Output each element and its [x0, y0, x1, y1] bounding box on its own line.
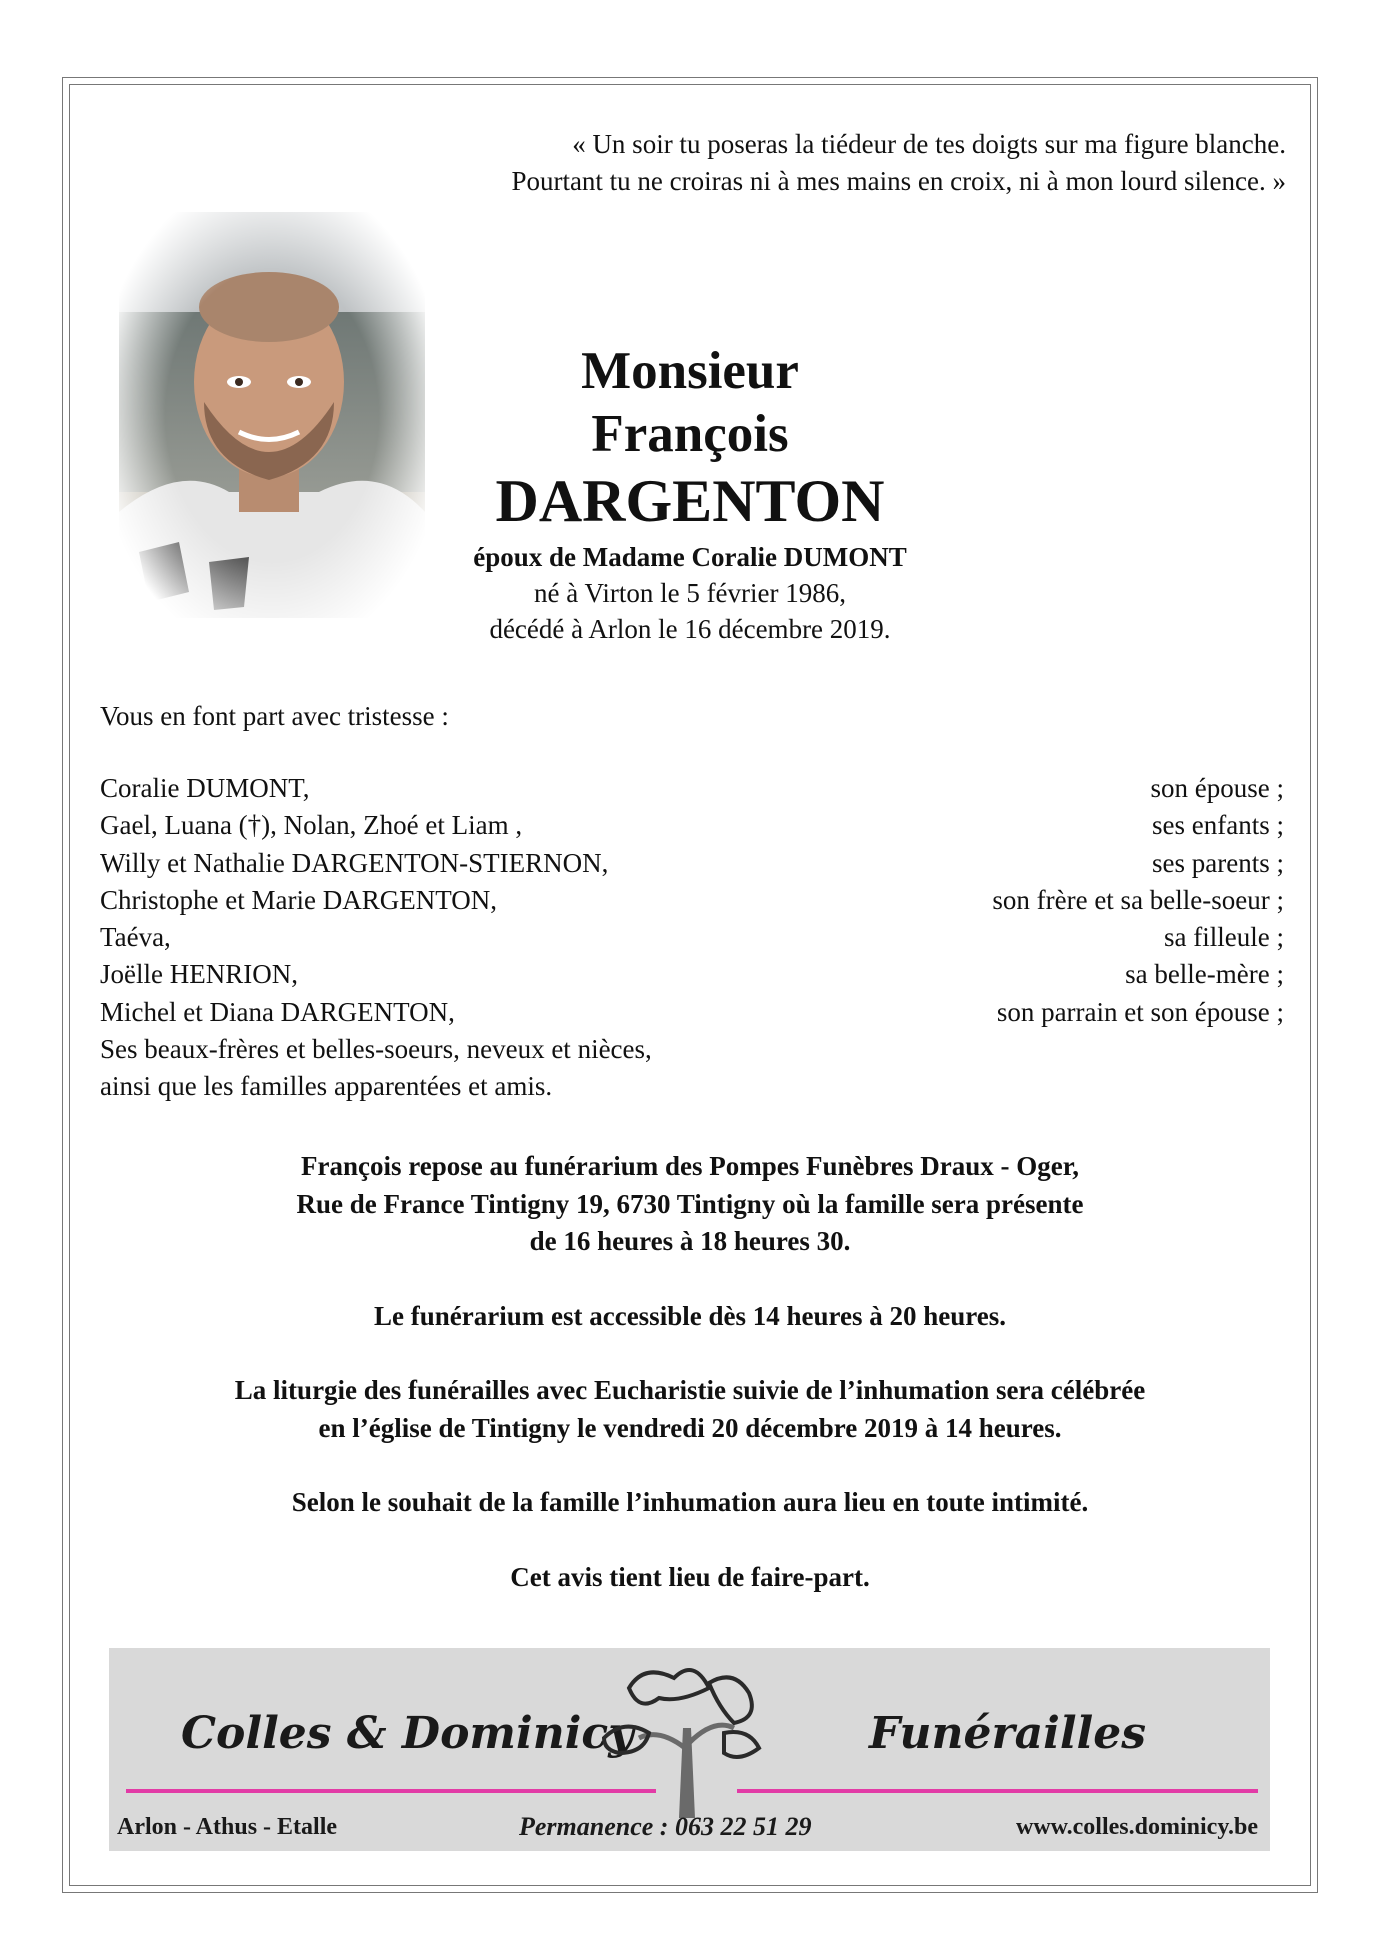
family-relation: ses enfants ; — [1152, 810, 1284, 841]
portrait-photo — [119, 212, 425, 618]
last-name: DARGENTON — [495, 468, 885, 534]
intimacy-paragraph: Selon le souhait de la famille l’inhumation aura lieu en toute intimité. — [291, 1487, 1089, 1517]
family-name: Ses beaux-frères et belles-soeurs, neveux et nièces, — [100, 1034, 652, 1065]
accent-line-left — [126, 1789, 656, 1793]
family-relation: sa filleule ; — [1164, 922, 1284, 953]
family-name: Joëlle HENRION, — [100, 959, 298, 990]
family-row — [100, 956, 1284, 993]
family-relation: ses parents ; — [1152, 847, 1284, 878]
family-row — [100, 770, 1284, 807]
family-name: Christophe et Marie DARGENTON, — [100, 884, 497, 915]
family-name: Michel et Diana DARGENTON, — [100, 996, 455, 1027]
tree-logo-icon — [599, 1658, 769, 1828]
liturgy-line: La liturgie des funérailles avec Eucharistie suivie de l’inhumation sera célébrée — [234, 1375, 1146, 1405]
family-relation: son frère et sa belle-soeur ; — [992, 884, 1284, 915]
family-row — [100, 1031, 1284, 1068]
family-name: Coralie DUMONT, — [100, 773, 310, 803]
website: www.colles.dominicy.be — [1015, 1814, 1258, 1840]
first-name: François — [591, 405, 789, 463]
accent-line-right — [737, 1789, 1258, 1793]
announcements — [69, 1148, 1311, 1633]
family-name: Taéva, — [100, 922, 171, 953]
family-name: Gael, Luana (†), Nolan, Zhoé et Liam , — [100, 810, 523, 841]
liturgy-paragraph — [69, 1372, 1311, 1447]
locations: Arlon - Athus - Etalle — [117, 1814, 338, 1840]
intro-text: Vous en font part avec tristesse : — [100, 701, 449, 731]
brand-tagline: Funérailles — [869, 1708, 1147, 1759]
family-name: ainsi que les familles apparentées et amis. — [100, 1071, 553, 1102]
quote — [286, 126, 1286, 200]
family-list — [100, 770, 1284, 1106]
quote-line-1: « Un soir tu poseras la tiédeur de tes doigts sur ma figure blanche. — [572, 129, 1286, 159]
repose-paragraph — [69, 1148, 1311, 1261]
portrait-illustration — [119, 212, 425, 618]
liturgy-line: en l’église de Tintigny le vendredi 20 décembre 2019 à 14 heures. — [318, 1412, 1062, 1443]
family-row — [100, 919, 1284, 956]
repose-line: de 16 heures à 18 heures 30. — [529, 1226, 851, 1256]
family-row — [100, 845, 1284, 882]
family-relation: son parrain et son épouse ; — [996, 996, 1284, 1027]
family-row — [100, 807, 1284, 844]
repose-line: François repose au funérarium des Pompes Funèbres Draux - Oger, — [301, 1151, 1079, 1181]
funeral-home-banner — [109, 1648, 1270, 1851]
access-paragraph: Le funérarium est accessible dès 14 heures à 20 heures. — [374, 1300, 1006, 1331]
quote-line-2: Pourtant tu ne croiras ni à mes mains en croix, ni à mon lourd silence. » — [511, 166, 1286, 196]
phone-line: Permanence : 063 22 51 29 — [519, 1812, 812, 1841]
family-row — [100, 882, 1284, 919]
repose-line: Rue de France Tintigny 19, 6730 Tintigny où la famille sera présente — [296, 1188, 1084, 1219]
notice-paragraph: Cet avis tient lieu de faire-part. — [510, 1561, 870, 1592]
title: Monsieur — [581, 342, 799, 400]
deceased-block — [400, 340, 980, 647]
brand-name: Colles & Dominicy — [181, 1708, 634, 1759]
spouse-line: époux de Madame Coralie DUMONT — [473, 542, 907, 572]
birth-line: né à Virton le 5 février 1986, — [533, 578, 847, 608]
family-row — [100, 1068, 1284, 1105]
death-line: décédé à Arlon le 16 décembre 2019. — [489, 614, 891, 644]
family-relation: son épouse ; — [1150, 773, 1284, 803]
family-row — [100, 994, 1284, 1031]
family-name: Willy et Nathalie DARGENTON-STIERNON, — [100, 847, 609, 878]
family-relation: sa belle-mère ; — [1125, 959, 1284, 990]
